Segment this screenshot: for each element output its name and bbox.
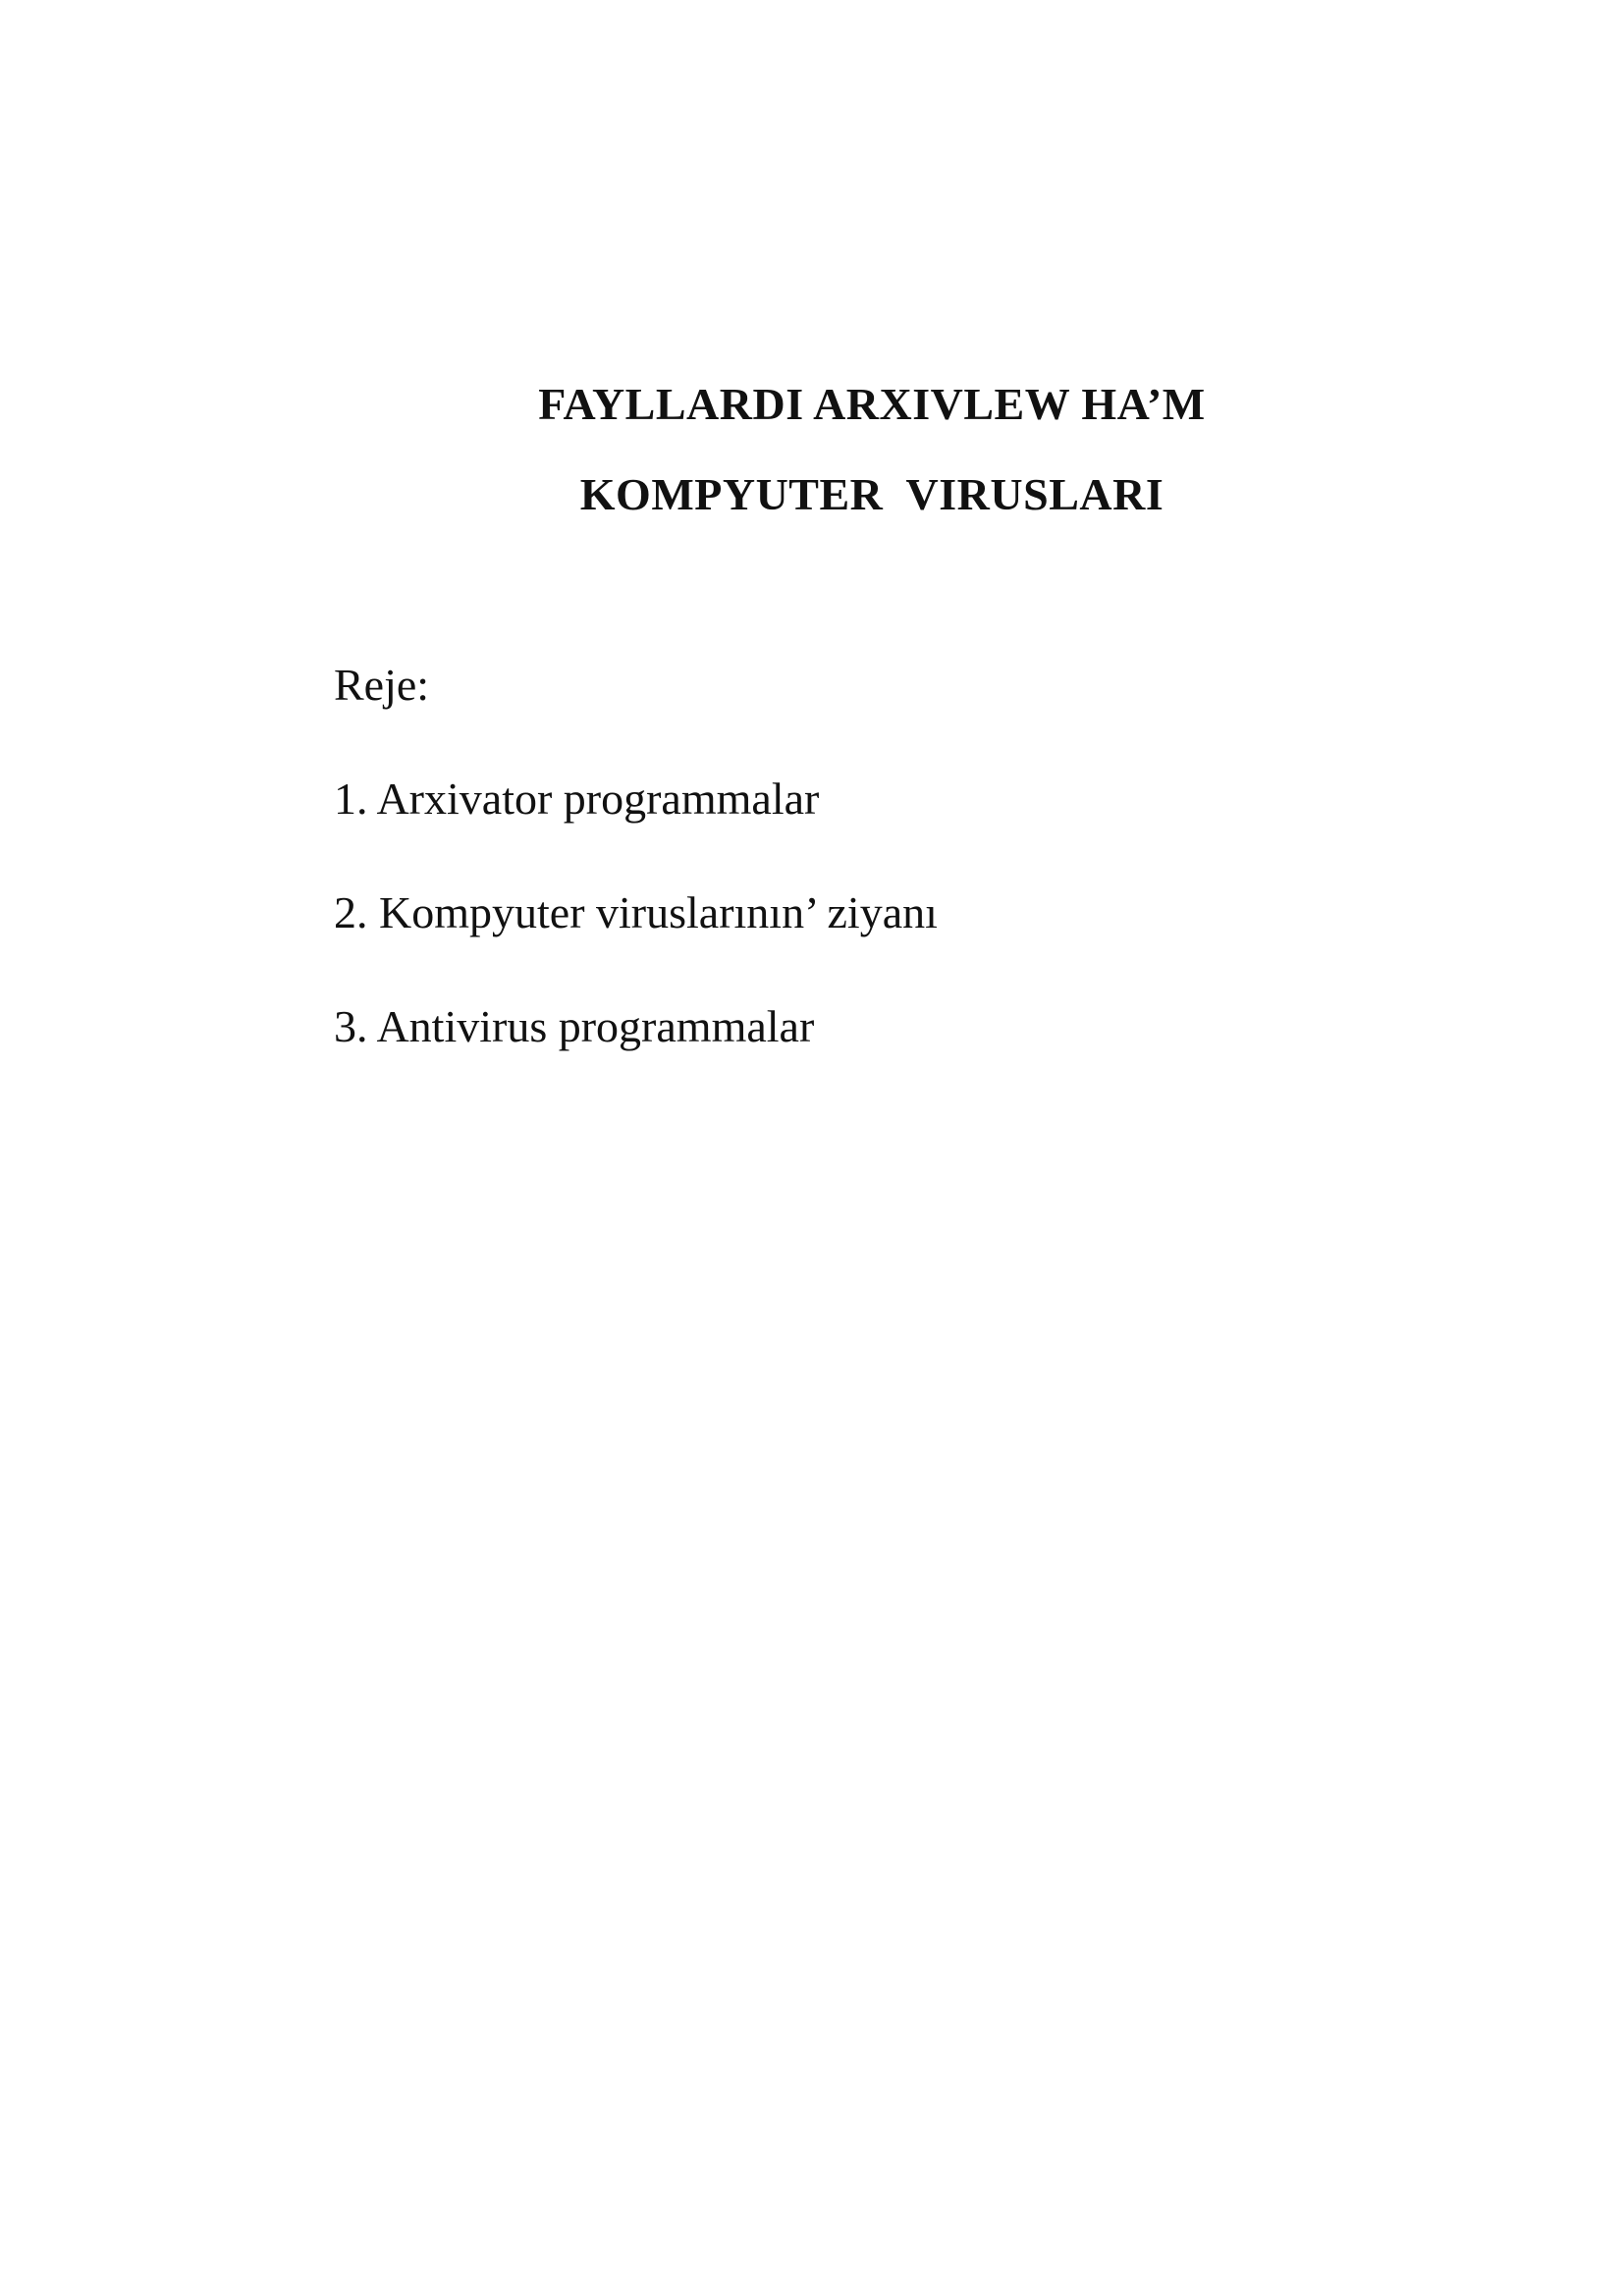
plan-heading: Reje:: [334, 660, 430, 710]
title-line-2: KOMPYUTER VIRUSLARI: [579, 469, 1164, 519]
title-line-1: FAYLLARDI ARXIVLEW HA’M: [538, 379, 1206, 429]
plan-item-2: 2. Kompyuter viruslarının’ ziyanı: [334, 887, 938, 937]
plan-list: [334, 770, 1414, 1056]
plan-item-3: 3. Antivirus programmalar: [334, 1001, 815, 1051]
document-title: [0, 359, 1624, 540]
plan-item-1: 1. Arxivator programmalar: [334, 774, 820, 824]
plan-section: [334, 656, 1414, 1111]
